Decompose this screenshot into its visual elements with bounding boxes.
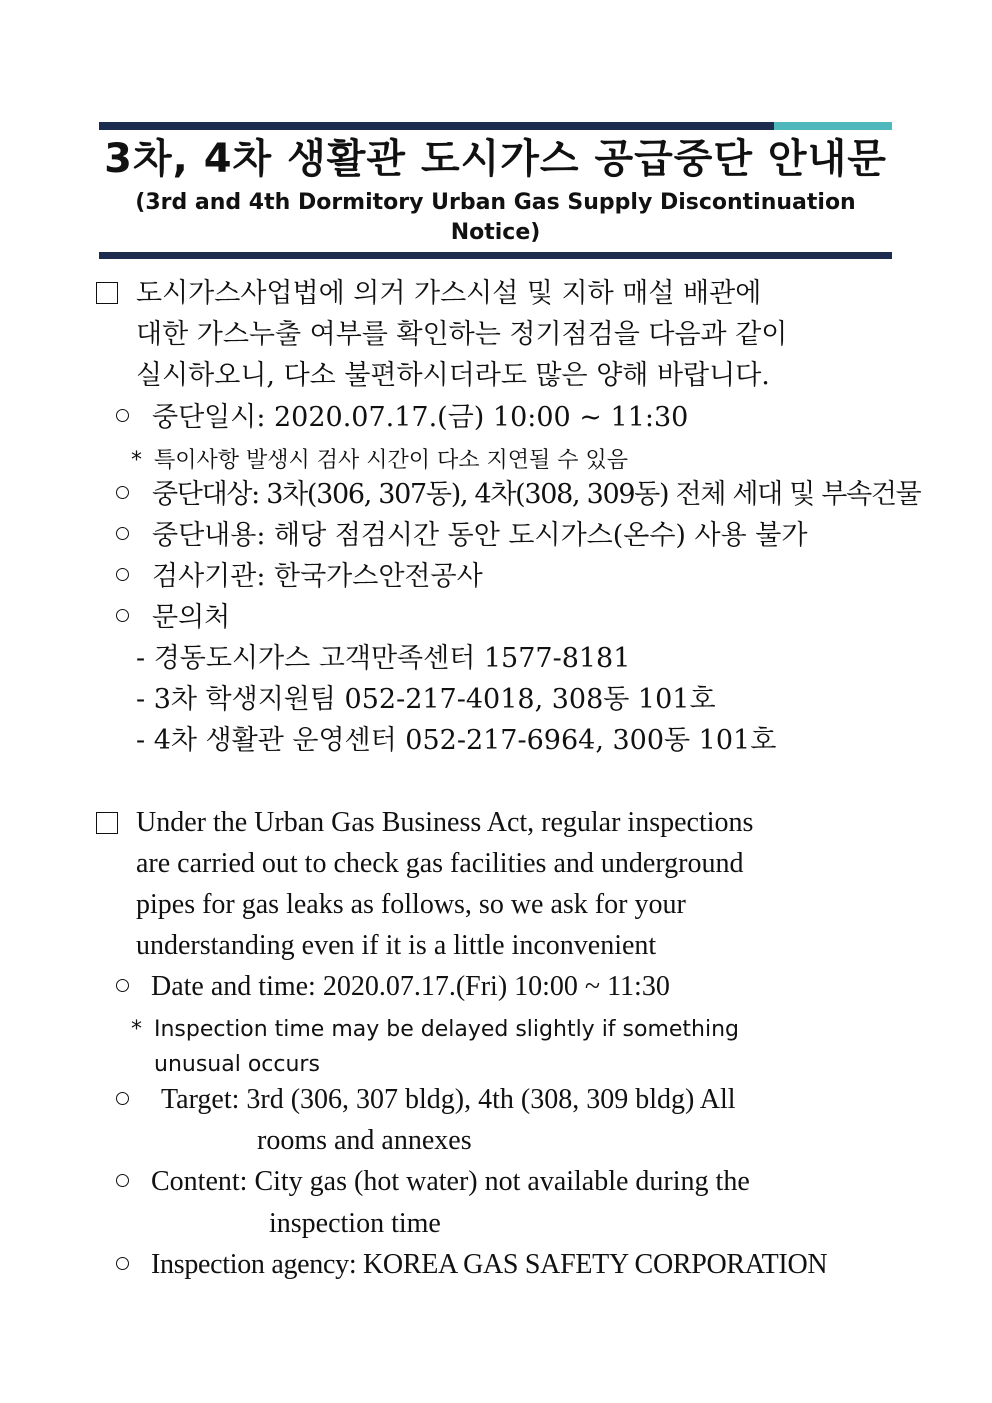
en-target-line-1: Target: 3rd (306, 307 bldg), 4th (308, 309 bldg) All: [161, 1084, 736, 1115]
notice-title: 3차, 4차 생활관 도시가스 공급중단 안내문: [104, 136, 887, 182]
ko-content-bullet: [116, 518, 129, 554]
ko-datetime-bullet: [116, 400, 129, 436]
en-section-checkbox: [96, 806, 118, 842]
ko-contact-item-3: - 4차 생활관 운영센터 052-217-6964, 300동 101호: [136, 725, 777, 756]
ko-intro-line-3: 실시하오니, 다소 불편하시더라도 많은 양해 바랍니다.: [136, 360, 770, 391]
ko-target-bullet: [116, 477, 129, 513]
title-top-rule: [99, 122, 892, 130]
ko-intro-line-1: 도시가스사업법에 의거 가스시설 및 지하 매설 배관에: [136, 278, 762, 309]
ko-content: 중단내용: 해당 점검시간 동안 도시가스(온수) 사용 불가: [152, 520, 808, 551]
ko-contact-item-2: - 3차 학생지원팀 052-217-4018, 308동 101호: [136, 684, 716, 715]
notice-subtitle: (3rd and 4th Dormitory Urban Gas Supply Discontinuation Notice): [135, 190, 856, 245]
ko-contact-bullet: [116, 600, 129, 636]
en-intro-line-3: pipes for gas leaks as follows, so we ask for your: [136, 889, 686, 920]
en-agency: Inspection agency: KOREA GAS SAFETY CORPORATION: [151, 1249, 828, 1280]
en-datetime-bullet: [116, 970, 129, 1006]
en-content-line-2: inspection time: [269, 1208, 441, 1239]
en-agency-bullet: [116, 1248, 129, 1284]
en-content-bullet: [116, 1165, 129, 1201]
ko-agency-bullet: [116, 559, 129, 595]
en-note-mark: *: [131, 1017, 142, 1042]
en-intro-line-4: understanding even if it is a little inconvenient: [136, 930, 657, 961]
ko-contact-item-1: - 경동도시가스 고객만족센터 1577-8181: [136, 643, 631, 674]
ko-contact-label: 문의처: [152, 602, 231, 633]
en-datetime: Date and time: 2020.07.17.(Fri) 10:00 ~ 11:30: [151, 971, 670, 1002]
title-bottom-rule: [99, 252, 892, 259]
en-intro-line-2: are carried out to check gas facilities and underground: [136, 848, 744, 879]
en-target-bullet: [116, 1083, 129, 1119]
ko-target: 중단대상: 3차(306, 307동), 4차(308, 309동) 전체 세대 및 부속건물: [152, 479, 921, 510]
en-target-line-2: rooms and annexes: [257, 1125, 472, 1156]
en-note-line-1: Inspection time may be delayed slightly if something: [154, 1017, 740, 1042]
title-block: [99, 122, 892, 259]
ko-agency: 검사기관: 한국가스안전공사: [152, 561, 483, 592]
ko-section-checkbox: [96, 276, 118, 312]
ko-note: 특이사항 발생시 검사 시간이 다소 지연될 수 있음: [154, 448, 628, 473]
en-note-line-2: unusual occurs: [154, 1052, 320, 1077]
ko-note-mark: *: [131, 448, 142, 473]
en-content-line-1: Content: City gas (hot water) not available during the: [151, 1166, 750, 1197]
ko-intro-line-2: 대한 가스누출 여부를 확인하는 정기점검을 다음과 같이: [136, 319, 788, 350]
en-intro-line-1: Under the Urban Gas Business Act, regular inspections: [136, 807, 754, 838]
ko-datetime: 중단일시: 2020.07.17.(금) 10:00 ~ 11:30: [152, 402, 689, 433]
